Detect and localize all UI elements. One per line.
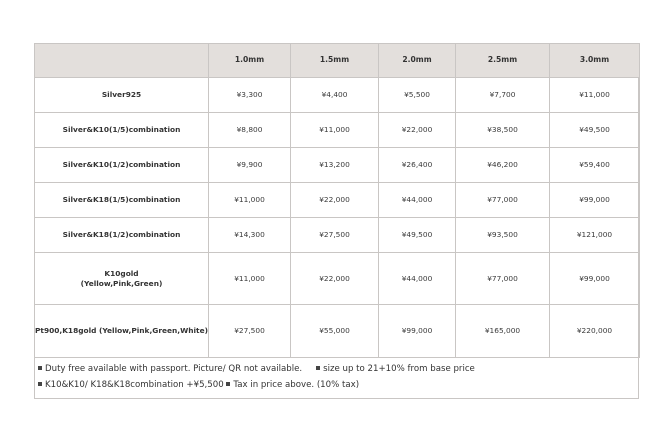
header-2-5mm: 2.5mm — [456, 44, 550, 78]
price-cell: ¥38,500 — [456, 113, 550, 148]
table-row — [35, 305, 640, 358]
note-line — [38, 361, 634, 377]
price-cell: ¥46,200 — [456, 148, 550, 183]
price-cell: ¥121,000 — [550, 218, 640, 253]
row-label: Silver&K18(1/2)combination — [35, 218, 209, 253]
note-duty-free: Duty free available with passport. Picture/ QR not available. — [45, 364, 303, 374]
header-row — [35, 44, 640, 78]
row-label-line: (Yellow,Pink,Green) — [80, 278, 163, 288]
header-1-0mm: 1.0mm — [209, 44, 291, 78]
note-size: size up to 21+10% from base price — [323, 364, 475, 374]
row-label-line: K10gold — [104, 268, 139, 278]
price-cell: ¥11,000 — [550, 78, 640, 113]
table-row — [35, 78, 640, 113]
bullet-icon — [38, 366, 42, 370]
bullet-icon — [38, 382, 42, 386]
notes-section — [38, 361, 634, 393]
row-label: Silver&K18(1/5)combination — [35, 183, 209, 218]
table-row — [35, 113, 640, 148]
header-3-0mm: 3.0mm — [550, 44, 640, 78]
price-cell: ¥59,400 — [550, 148, 640, 183]
price-cell: ¥13,200 — [291, 148, 379, 183]
price-cell: ¥22,000 — [291, 183, 379, 218]
table-row — [35, 218, 640, 253]
row-label: Pt900,K18gold (Yellow,Pink,Green,White) — [35, 305, 209, 358]
price-cell: ¥11,000 — [209, 183, 291, 218]
table-row — [35, 183, 640, 218]
price-cell: ¥99,000 — [379, 305, 456, 358]
note-tax: Tax in price above. (10% tax) — [233, 380, 360, 390]
bullet-icon — [226, 382, 230, 386]
price-cell: ¥93,500 — [456, 218, 550, 253]
row-label — [35, 253, 209, 305]
table-row — [35, 148, 640, 183]
header-corner — [35, 44, 209, 78]
price-cell: ¥49,500 — [379, 218, 456, 253]
price-cell: ¥55,000 — [291, 305, 379, 358]
price-cell: ¥11,000 — [291, 113, 379, 148]
price-cell: ¥3,300 — [209, 78, 291, 113]
note-combination: K10&K10/ K18&K18combination +¥5,500 — [45, 380, 224, 390]
price-cell: ¥22,000 — [291, 253, 379, 305]
table-row — [35, 253, 640, 305]
price-cell: ¥7,700 — [456, 78, 550, 113]
price-cell: ¥44,000 — [379, 253, 456, 305]
price-cell: ¥22,000 — [379, 113, 456, 148]
price-cell: ¥9,900 — [209, 148, 291, 183]
price-cell: ¥99,000 — [550, 183, 640, 218]
price-cell: ¥26,400 — [379, 148, 456, 183]
price-cell: ¥165,000 — [456, 305, 550, 358]
price-cell: ¥220,000 — [550, 305, 640, 358]
header-2-0mm: 2.0mm — [379, 44, 456, 78]
price-cell: ¥27,500 — [291, 218, 379, 253]
price-cell: ¥14,300 — [209, 218, 291, 253]
row-label: Silver925 — [35, 78, 209, 113]
price-cell: ¥99,000 — [550, 253, 640, 305]
note-line — [38, 377, 634, 393]
price-cell: ¥4,400 — [291, 78, 379, 113]
price-cell: ¥77,000 — [456, 183, 550, 218]
header-1-5mm: 1.5mm — [291, 44, 379, 78]
price-cell: ¥49,500 — [550, 113, 640, 148]
price-cell: ¥11,000 — [209, 253, 291, 305]
price-table — [34, 43, 640, 358]
price-cell: ¥77,000 — [456, 253, 550, 305]
price-cell: ¥44,000 — [379, 183, 456, 218]
price-cell: ¥5,500 — [379, 78, 456, 113]
bullet-icon — [316, 366, 320, 370]
price-cell: ¥8,800 — [209, 113, 291, 148]
row-label: Silver&K10(1/2)combination — [35, 148, 209, 183]
price-cell: ¥27,500 — [209, 305, 291, 358]
row-label: Silver&K10(1/5)combination — [35, 113, 209, 148]
